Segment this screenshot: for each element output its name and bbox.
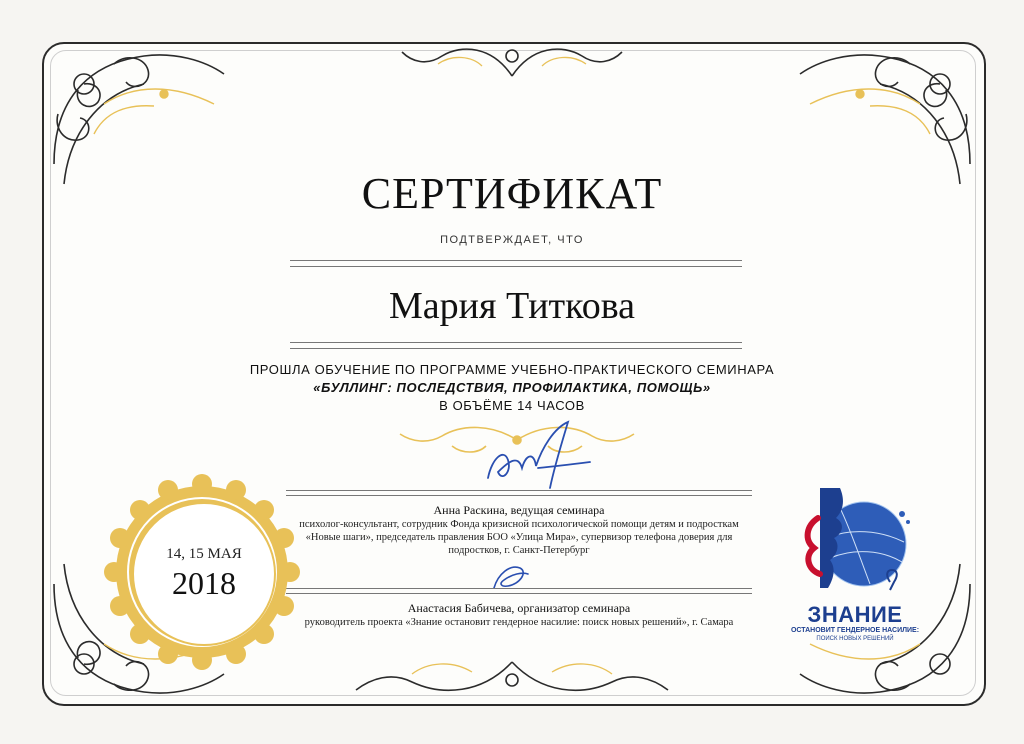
signatory-1-name: Анна Раскина, ведущая семинара xyxy=(433,503,605,517)
seal-inner xyxy=(132,502,276,646)
signatory-1-description: психолог-консультант, сотрудник Фонда кризисной психологической помощи детям и подросткам «Новые шаги», председатель правления БОО «Улица Мира», супервизор телефона доверия для подростков, г. Санкт-Петербург xyxy=(299,519,739,556)
signatory-2-description: руководитель проекта «Знание остановит гендерное насилие: поиск новых решений», г. Самара xyxy=(304,617,734,628)
signature-rule-1 xyxy=(286,490,752,496)
name-rule-top xyxy=(290,260,742,267)
date-seal xyxy=(104,474,300,670)
signature-rule-2 xyxy=(286,588,752,594)
ornament-top-center xyxy=(382,36,642,86)
certificate-subtitle: ПОДТВЕРЖДАЕТ, ЧТО xyxy=(440,234,584,246)
znanie-logo xyxy=(790,478,920,648)
certificate-title: СЕРТИФИКАТ xyxy=(361,169,663,218)
training-line: ПРОШЛА ОБУЧЕНИЕ ПО ПРОГРАММЕ УЧЕБНО-ПРАКТИЧЕСКОГО СЕМИНАРА xyxy=(249,362,775,377)
volume-line: В ОБЪЁМЕ 14 ЧАСОВ xyxy=(439,398,585,413)
logo-title: ЗНАНИЕ xyxy=(807,602,903,627)
signature-1 xyxy=(478,418,598,494)
recipient-name: Мария Титкова xyxy=(388,285,636,327)
signatory-2-name: Анастасия Бабичева, организатор семинара xyxy=(407,601,631,615)
seal-dates: 14, 15 МАЯ xyxy=(166,546,242,562)
seal-year: 2018 xyxy=(172,565,236,601)
logo-tagline: ОСТАНОВИТ ГЕНДЕРНОЕ НАСИЛИЕ: xyxy=(790,627,920,634)
ornament-bottom-center xyxy=(332,650,692,706)
logo-globe-icon xyxy=(790,478,920,602)
seminar-title: «БУЛЛИНГ: ПОСЛЕДСТВИЯ, ПРОФИЛАКТИКА, ПОМОЩЬ» xyxy=(313,380,711,395)
logo-subtagline: ПОИСК НОВЫХ РЕШЕНИЙ xyxy=(816,636,894,642)
name-rule-bottom xyxy=(290,342,742,349)
